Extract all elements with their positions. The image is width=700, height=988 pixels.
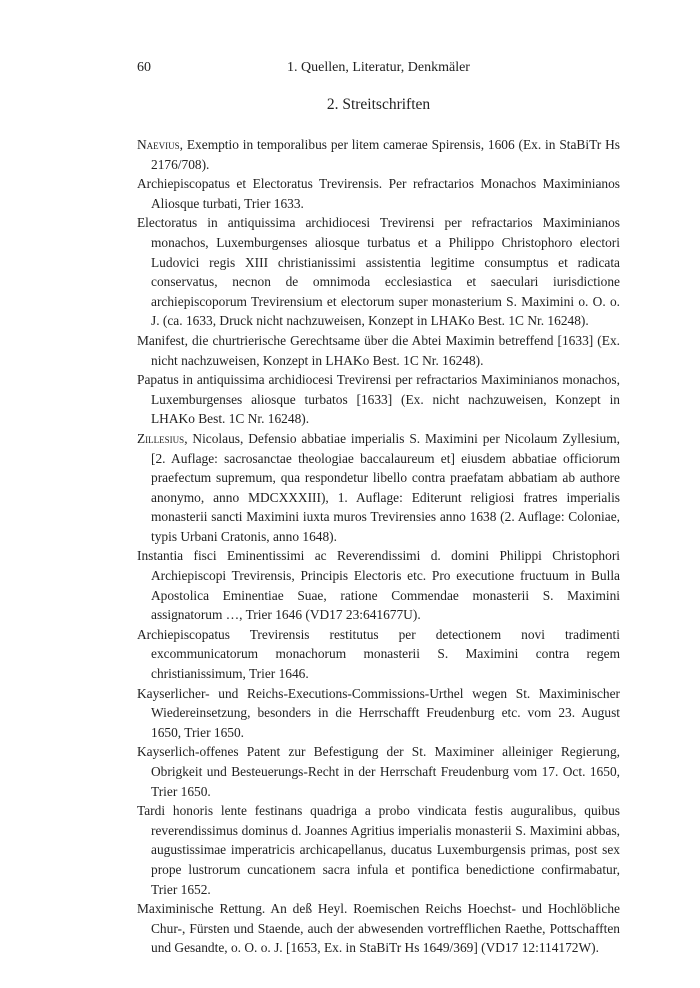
running-head bbox=[137, 60, 620, 80]
running-title: 1. Quellen, Literatur, Denkmäler bbox=[287, 60, 470, 75]
page-number: 60 bbox=[137, 60, 151, 75]
entry-text: Electoratus in antiquissima archidiocesi Trevirensi per refractarios Maximinianos monachos, Luxemburgenses aliosque turbatus et a Philippo Christophoro electori Ludovici regis XIII christianissimi assistentia legitime consumptus et radicata conservatus, necnon de omnimoda ecclesiastica et saeculari iurisdictione archiepiscoporum Trevirensium et electorum super monasterium S. Maximini o. O. o. J. (ca. 1633, Druck nicht nachzuweisen, Konzept in LHAKo Best. 1C Nr. 16248). bbox=[137, 215, 620, 329]
bibliography-entry bbox=[137, 625, 620, 684]
bibliography-entry bbox=[137, 213, 620, 331]
entry-text: Tardi honoris lente festinans quadriga a probo vindicata festis auguralibus, quibus reverendissimus dominus d. Joannes Agritius imperialis monasterii S. Maximini abbas, augustissimae imperatricis archicapellanus, ducatus Luxemburgensis primas, post sex prope lustrorum cuncationem sacra infula et pontifica benedictione confirmabatur, Trier 1652. bbox=[137, 803, 620, 897]
entry-text: Archiepiscopatus et Electoratus Trevirensis. Per refractarios Monachos Maximinianos Aliosque turbati, Trier 1633. bbox=[137, 176, 620, 211]
bibliography-entry bbox=[137, 899, 620, 958]
bibliography-entry bbox=[137, 331, 620, 370]
entry-text: Papatus in antiquissima archidiocesi Trevirensi per refractarios Maximinianos monachos, Luxemburgenses aliosque turbatos [1633] (Ex. nicht nachzuweisen, Konzept in LHAKo Best. 1C Nr. 16248). bbox=[137, 372, 620, 427]
bibliography-entry bbox=[137, 801, 620, 899]
bibliography-entry bbox=[137, 429, 620, 547]
entry-text: Kayserlich-offenes Patent zur Befestigung der St. Maximiner alleiniger Regierung, Obrigkeit und Besteuerungs-Recht in der Herrschaft Freudenburg vom 17. Oct. 1650, Trier 1650. bbox=[137, 744, 620, 799]
entry-text: Maximinische Rettung. An deß Heyl. Roemischen Reichs Hoechst- und Hochlöbliche Chur-, Fürsten und Staende, auch der abwesenden vortrefflichen Raethe, Pottschafften und Gesandte, o. O. o. J. [1653, Ex. in StaBiTr Hs 1649/369] (VD17 12:114172W). bbox=[137, 901, 620, 956]
bibliography-entry bbox=[137, 370, 620, 429]
bibliography-entry bbox=[137, 174, 620, 213]
entry-author: Zillesius bbox=[137, 430, 185, 446]
entry-author: Naevius bbox=[137, 137, 180, 152]
entry-text: , Nicolaus, Defensio abbatiae imperialis S. Maximini per Nicolaum Zyllesium, [2. Auflage: sacrosanctae theologiae baccalaureum et] eiusdem abbatiae officiorum praefectum supremum, qua respondetur libello contra praefatam abbatiam ab authore anonymo, anno MDCXXXIII), 1. Auflage: Editerunt religiosi fratres imperialis monasterii sancti Maximini iuxta muros Trevirensies anno 1638 (2. Auflage: Coloniae, typis Urbani Cratonis, anno 1648). bbox=[151, 430, 620, 544]
bibliography-list bbox=[137, 135, 620, 958]
bibliography-entry bbox=[137, 546, 620, 624]
bibliography-entry bbox=[137, 135, 620, 174]
entry-text: , Exemptio in temporalibus per litem camerae Spirensis, 1606 (Ex. in StaBiTr Hs 2176/708). bbox=[151, 137, 620, 172]
entry-text: Kayserlicher- und Reichs-Executions-Commissions-Urthel wegen St. Maximinischer Wiedereinsetzung, besonders in die Herrschafft Freudenburg etc. vom 23. August 1650, Trier 1650. bbox=[137, 685, 620, 740]
entry-text: Manifest, die churtrierische Gerechtsame über die Abtei Maximin betreffend [1633] (Ex. nicht nachzuweisen, Konzept in LHAKo Best. 1C Nr. 16248). bbox=[137, 332, 620, 368]
entry-text: Instantia fisci Eminentissimi ac Reverendissimi d. domini Philippi Christophori Archiepiscopi Trevirensis, Principis Electoris etc. Pro executione fructuum in Bulla Apostolica Eminentiae Suae, ratione Commendae monasterii S. Maximini assignatorum …, Trier 1646 (VD17 23:641677U). bbox=[137, 548, 620, 623]
bibliography-entry bbox=[137, 684, 620, 743]
bibliography-entry bbox=[137, 742, 620, 801]
entry-text: Archiepiscopatus Trevirensis restitutus per detectionem novi tradimenti excommunicatorum monachorum monasterii S. Maximini contra regem christianissimum, Trier 1646. bbox=[137, 626, 620, 682]
section-heading: 2. Streitschriften bbox=[326, 96, 431, 113]
